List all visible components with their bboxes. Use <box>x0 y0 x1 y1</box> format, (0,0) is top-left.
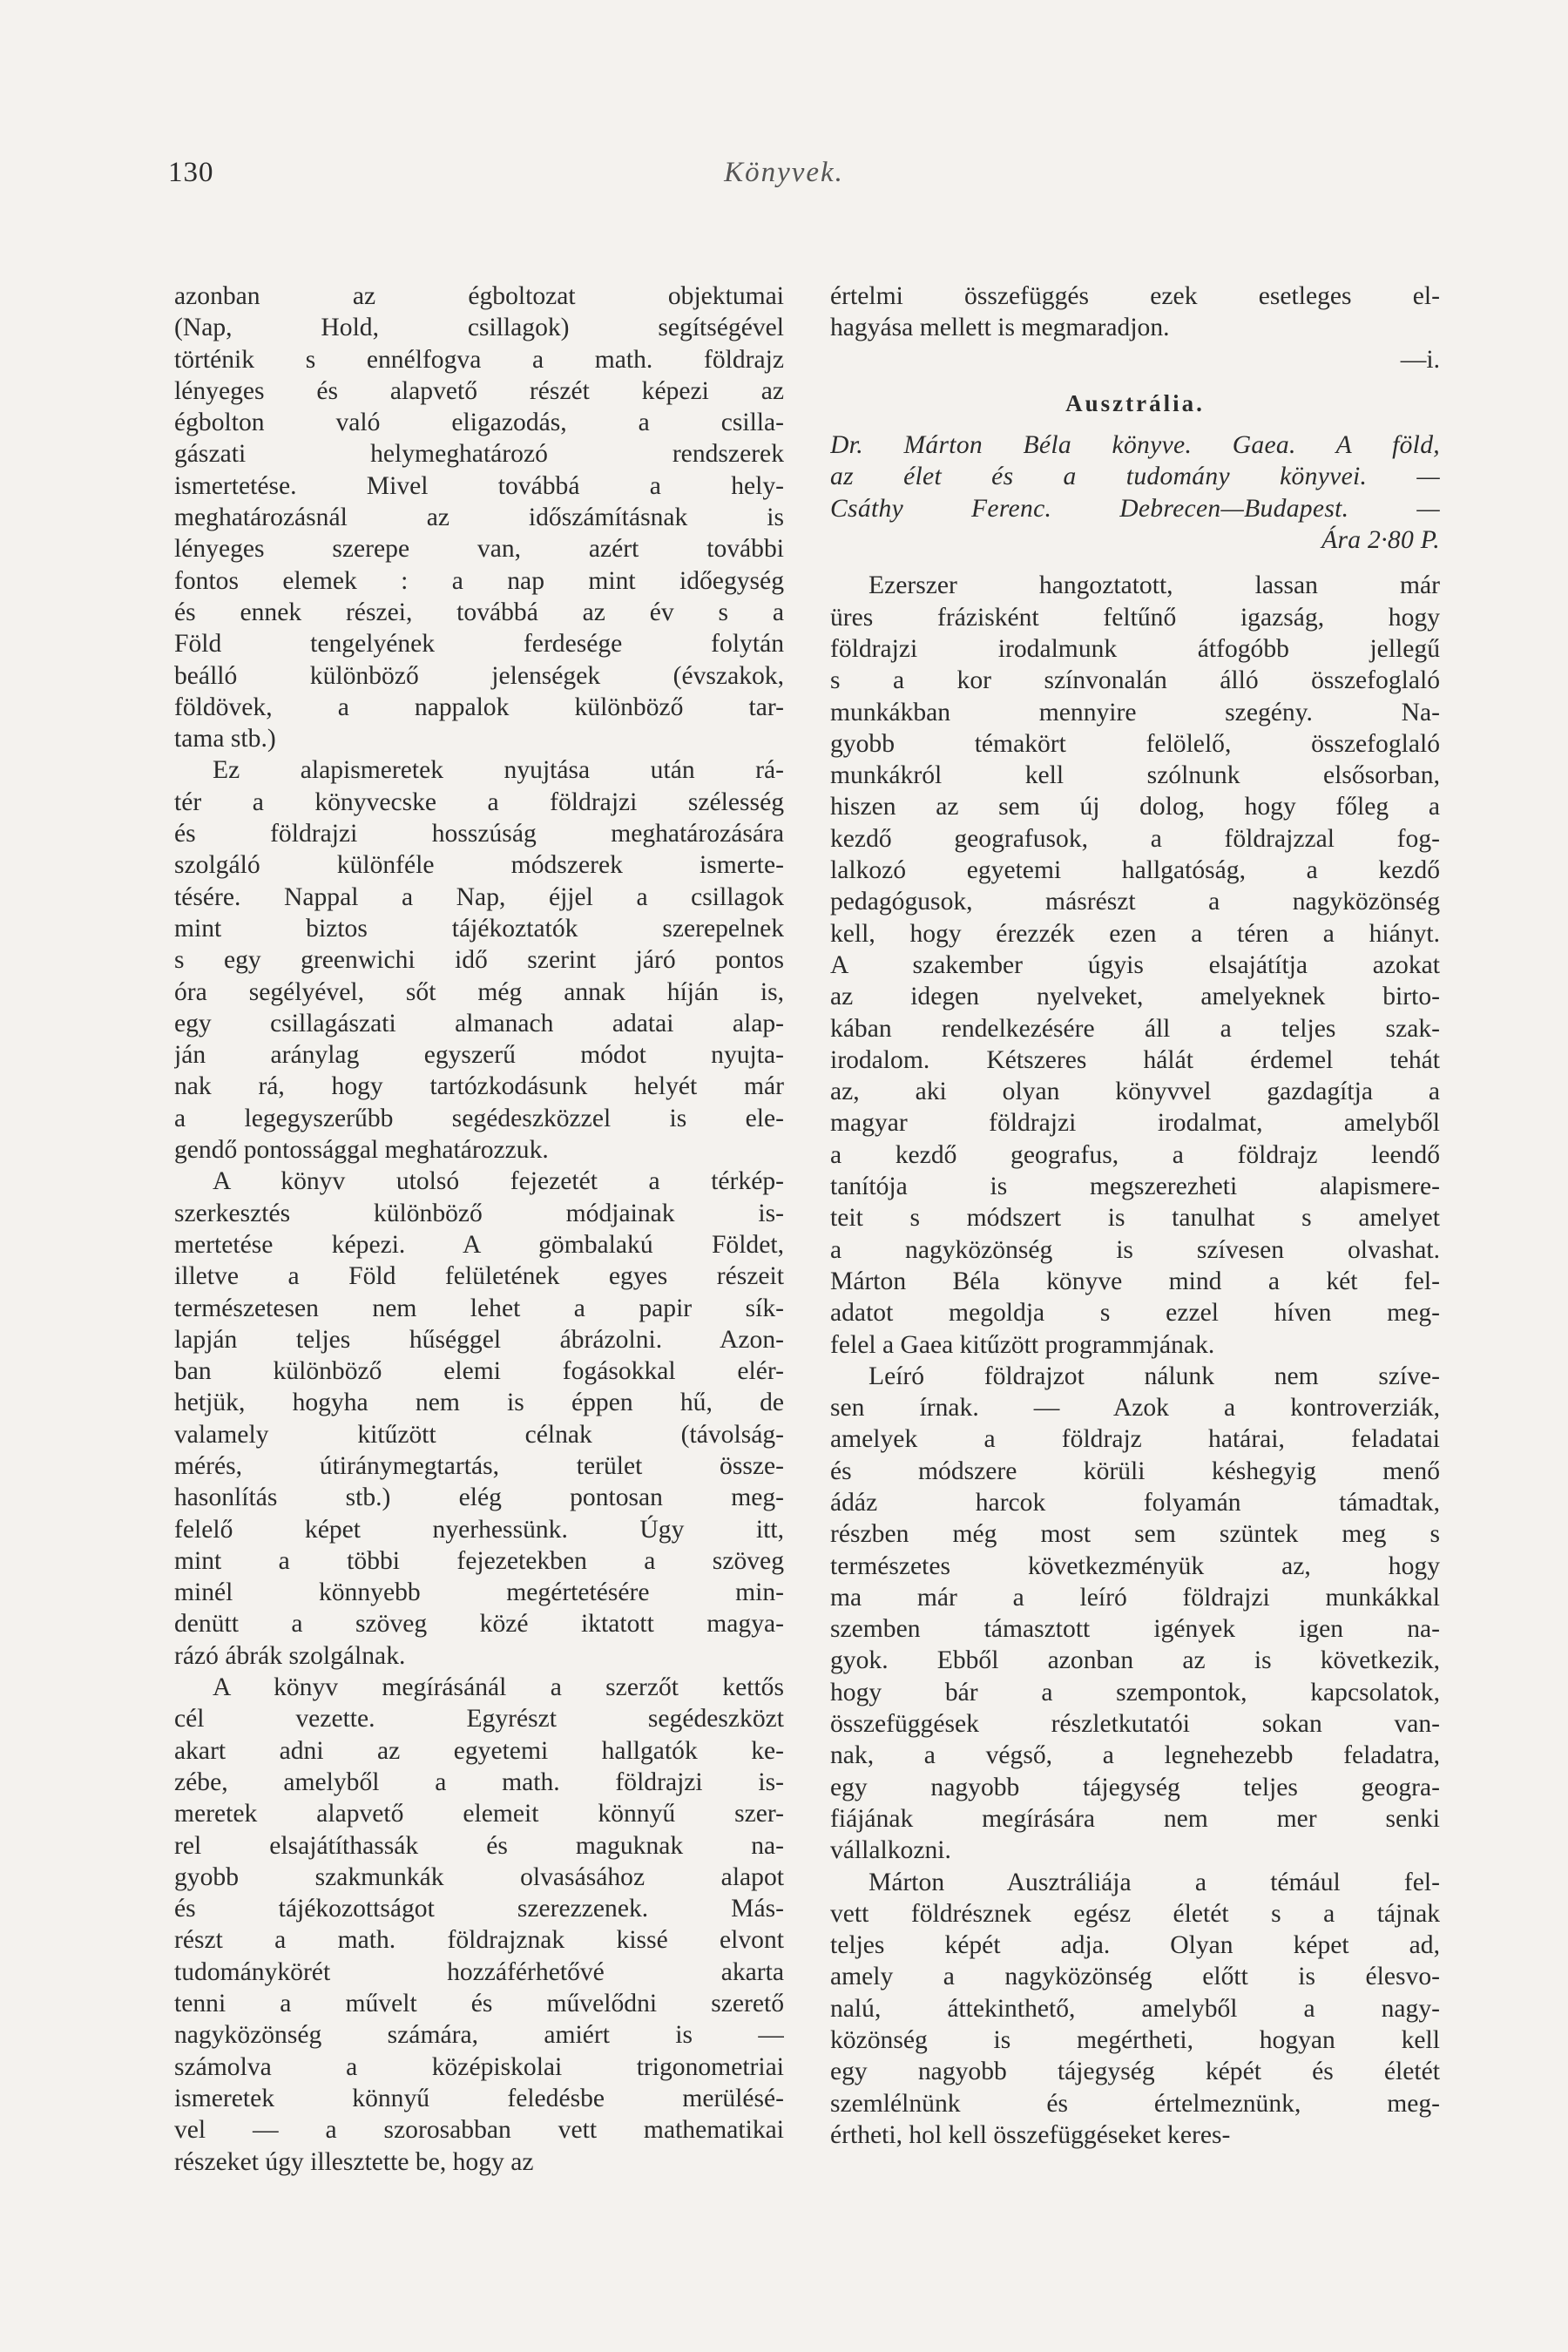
text-line: hagyása mellett is megmaradjon. <box>830 314 1170 342</box>
text-line: összefüggések részletkutatói sokan van- <box>830 1710 1440 1739</box>
text-line: zébe, amelyből a math. földrajzi is- <box>174 1767 784 1796</box>
text-line: szemben támasztott igények igen na- <box>830 1615 1440 1644</box>
text-line: részben még most sem szüntek meg s <box>830 1520 1440 1549</box>
text-line: fiájának megírására nem mer senki <box>830 1804 1440 1833</box>
text-line: egy csillagászati almanach adatai alap- <box>174 1009 784 1037</box>
text-line: értelmi összefüggés ezek esetleges el- <box>830 282 1440 310</box>
text-line: mérés, útiránymegtartás, terület össze- <box>174 1451 784 1480</box>
text-line: történik s ennélfogva a math. földrajz <box>174 345 784 374</box>
text-line: gyobb szakmunkák olvasásához alapot <box>174 1862 784 1891</box>
text-line: hogy bár a szempontok, kapcsolatok, <box>830 1678 1440 1707</box>
text-line: egy nagyobb tájegység képét és életét <box>830 2058 1440 2086</box>
text-line: közönség is megértheti, hogyan kell <box>830 2026 1440 2055</box>
text-line: magyar földrajzi irodalmat, amelyből <box>830 1109 1440 1138</box>
text-line: mint biztos tájékoztatók szerepelnek <box>174 914 784 943</box>
section-heading: Ausztrália. <box>1065 389 1205 416</box>
text-line: kában rendelkezésére áll a teljes szak- <box>830 1014 1440 1043</box>
text-line: ma már a leíró földrajzi munkákkal <box>830 1583 1440 1612</box>
text-line: nalú, áttekinthető, amelyből a nagy- <box>830 1994 1440 2023</box>
text-line: földövek, a nappalok különböző tar- <box>174 693 784 721</box>
text-line: szemlélnünk és értelmeznünk, meg- <box>830 2089 1440 2118</box>
text-line: tanítója is megszerezheti alapismere- <box>830 1173 1440 1201</box>
text-line: nak, a végső, a legnehezebb feladatra, <box>830 1741 1440 1770</box>
text-line: illetve a Föld felületének egyes részeit <box>174 1262 784 1291</box>
text-line: teit s módszert is tanulhat s amelyet <box>830 1204 1440 1233</box>
text-line: ádáz harcok folyamán támadtak, <box>830 1488 1440 1517</box>
text-line: Ára 2·80 P. <box>1321 526 1440 555</box>
text-line: adatot megoldja s ezzel híven meg- <box>830 1299 1440 1328</box>
text-line: szerkesztés különböző módjainak is- <box>174 1199 784 1227</box>
text-line: s egy greenwichi idő szerint járó pontos <box>174 946 784 975</box>
text-line: az, aki olyan könyvvel gazdagítja a <box>830 1078 1440 1106</box>
running-title: Könyvek. <box>724 157 844 188</box>
text-line: hasonlítás stb.) elég pontosan meg- <box>174 1484 784 1512</box>
text-line: meghatározásnál az időszámításnak is <box>174 504 784 532</box>
text-line: hetjük, hogyha nem is éppen hű, de <box>174 1389 784 1417</box>
text-line: szolgáló különféle módszerek ismerte- <box>174 851 784 880</box>
text-line: ismeretek könnyű feledésbe merülésé- <box>174 2084 784 2112</box>
text-line: irodalom. Kétszeres hálát érdemel tehát <box>830 1045 1440 1074</box>
text-line: Föld tengelyének ferdesége folytán <box>174 630 784 659</box>
text-line: Dr. Márton Béla könyve. Gaea. A föld, <box>830 431 1440 460</box>
page-number: 130 <box>168 157 214 188</box>
left-column <box>174 280 784 2178</box>
text-line: Ez alapismeretek nyujtása után rá- <box>213 756 784 785</box>
text-line: (Nap, Hold, csillagok) segítségével <box>174 314 784 342</box>
text-line: akart adni az egyetemi hallgatók ke- <box>174 1736 784 1765</box>
text-line: amelyek a földrajz határai, feladatai <box>830 1425 1440 1454</box>
text-line: meretek alapvető elemeit könnyű szer- <box>174 1800 784 1828</box>
text-line: a nagyközönség is szívesen olvashat. <box>830 1235 1440 1264</box>
text-line: valamely kitűzött célnak (távolság- <box>174 1420 784 1449</box>
text-line: s a kor színvonalán álló összefoglaló <box>830 666 1440 695</box>
right-column <box>830 280 1440 2151</box>
text-line: és földrajzi hosszúság meghatározására <box>174 820 784 848</box>
text-line: sen írnak. — Azok a kontroverziák, <box>830 1394 1440 1423</box>
text-line: óra segélyével, sőt még annak híján is, <box>174 977 784 1006</box>
text-line: lényeges szerepe van, azért további <box>174 535 784 564</box>
text-line: ban különböző elemi fogásokkal elér- <box>174 1357 784 1386</box>
text-line: tama stb.) <box>174 725 276 754</box>
text-line: vett földrésznek egész életét s a tájnak <box>830 1899 1440 1928</box>
text-line: tenni a művelt és művelődni szerető <box>174 1990 784 2018</box>
text-line: Csáthy Ferenc. Debrecen—Budapest. — <box>830 494 1440 523</box>
intro-text <box>830 280 1440 344</box>
text-line: gászati helymeghatározó rendszerek <box>174 440 784 469</box>
text-line: Márton Ausztráliája a témául fel- <box>868 1868 1440 1896</box>
text-line: nak rá, hogy tartózkodásunk helyét már <box>174 1072 784 1101</box>
text-line: felel a Gaea kitűzött programmjának. <box>830 1330 1215 1359</box>
text-line: természetesen nem lehet a papir sík- <box>174 1294 784 1322</box>
text-line: részeket úgy illesztette be, hogy az <box>174 2147 534 2176</box>
text-line: amely a nagyközönség előtt is élesvo- <box>830 1963 1440 1991</box>
text-line: teljes képét adja. Olyan képet ad, <box>830 1931 1440 1960</box>
text-line: tésére. Nappal a Nap, éjjel a csillagok <box>174 882 784 911</box>
text-line: A könyv megírásánál a szerzőt kettős <box>213 1673 784 1702</box>
text-line: üres frázisként feltűnő igazság, hogy <box>830 603 1440 632</box>
text-line: ján aránylag egyszerű módot nyujta- <box>174 1041 784 1070</box>
text-line: minél könnyebb megértetésére min- <box>174 1578 784 1607</box>
text-line: nagyközönség számára, amiért is — <box>174 2021 784 2050</box>
text-line: az idegen nyelveket, amelyeknek birto- <box>830 983 1440 1011</box>
text-line: mint a többi fejezetekben a szöveg <box>174 1546 784 1575</box>
text-line: mertetése képezi. A gömbalakú Földet, <box>174 1230 784 1259</box>
text-line: rel elsajátíthassák és maguknak na- <box>174 1831 784 1860</box>
text-line: A szakember úgyis elsajátítja azokat <box>830 950 1440 979</box>
text-line: és módszere körüli késhegyig menő <box>830 1456 1440 1485</box>
text-line: és tájékozottságot szerezzenek. Más- <box>174 1895 784 1923</box>
text-line: fontos elemek : a nap mint időegység <box>174 566 784 595</box>
text-line: pedagógusok, másrészt a nagyközönség <box>830 888 1440 916</box>
text-line: lényeges és alapvető részét képezi az <box>174 376 784 405</box>
text-line: munkákról kell szólnunk elsősorban, <box>830 761 1440 790</box>
text-line: munkákban mennyire szegény. Na- <box>830 698 1440 727</box>
text-line: természetes következményük az, hogy <box>830 1551 1440 1580</box>
text-line: beálló különböző jelenségek (évszakok, <box>174 661 784 690</box>
text-line: kell, hogy érezzék ezen a téren a hiányt. <box>830 919 1440 948</box>
text-line: értheti, hol kell összefüggéseket keres- <box>830 2120 1231 2149</box>
text-line: Ezerszer hangoztatott, lassan már <box>868 571 1440 600</box>
text-line: hiszen az sem új dolog, hogy főleg a <box>830 793 1440 821</box>
text-line: részt a math. földrajznak kissé elvont <box>174 1926 784 1955</box>
spacer <box>830 556 1440 570</box>
text-line: rázó ábrák szolgálnak. <box>174 1641 406 1670</box>
text-line: egy nagyobb tájegység teljes geogra- <box>830 1773 1440 1801</box>
text-line: vel — a szorosabban vett mathematikai <box>174 2116 784 2145</box>
text-line: égbolton való eligazodás, a csilla- <box>174 409 784 437</box>
text-line: és ennek részei, továbbá az év s a <box>174 598 784 626</box>
text-line: a kezdő geografus, a földrajz leendő <box>830 1140 1440 1169</box>
text-line: Márton Béla könyve mind a két fel- <box>830 1267 1440 1295</box>
signature: —i. <box>1400 345 1440 374</box>
review-body <box>830 570 1440 2151</box>
text-line: a legegyszerűbb segédeszközzel is ele- <box>174 1104 784 1132</box>
text-line: lapján teljes hűséggel ábrázolni. Azon- <box>174 1325 784 1354</box>
text-line: kezdő geografusok, a földrajzzal fog- <box>830 824 1440 853</box>
text-line: denütt a szöveg közé iktatott magya- <box>174 1610 784 1639</box>
text-line: Leíró földrajzot nálunk nem szíve- <box>868 1362 1440 1390</box>
text-line: tér a könyvecske a földrajzi szélesség <box>174 787 784 816</box>
text-line: cél vezette. Egyrészt segédeszközt <box>174 1705 784 1734</box>
text-line: ismertetése. Mivel továbbá a hely- <box>174 471 784 500</box>
text-line: vállalkozni. <box>830 1836 951 1865</box>
review-citation <box>830 429 1440 556</box>
text-line: A könyv utolsó fejezetét a térkép- <box>213 1167 784 1196</box>
text-line: számolva a középiskolai trigonometriai <box>174 2052 784 2081</box>
text-line: gendő pontossággal meghatározzuk. <box>174 1136 549 1165</box>
text-line: az élet és a tudomány könyvei. — <box>830 463 1440 491</box>
text-line: lalkozó egyetemi hallgatóság, a kezdő <box>830 856 1440 885</box>
text-line: tudománykörét hozzáférhetővé akarta <box>174 1957 784 1986</box>
text-line: felelő képet nyerhessünk. Úgy itt, <box>174 1515 784 1544</box>
text-line: gyobb témakört felölelő, összefoglaló <box>830 729 1440 758</box>
text-line: földrajzi irodalmunk átfogóbb jellegű <box>830 634 1440 663</box>
text-line: gyok. Ebből azonban az is következik, <box>830 1646 1440 1675</box>
text-line: azonban az égboltozat objektumai <box>174 282 784 310</box>
